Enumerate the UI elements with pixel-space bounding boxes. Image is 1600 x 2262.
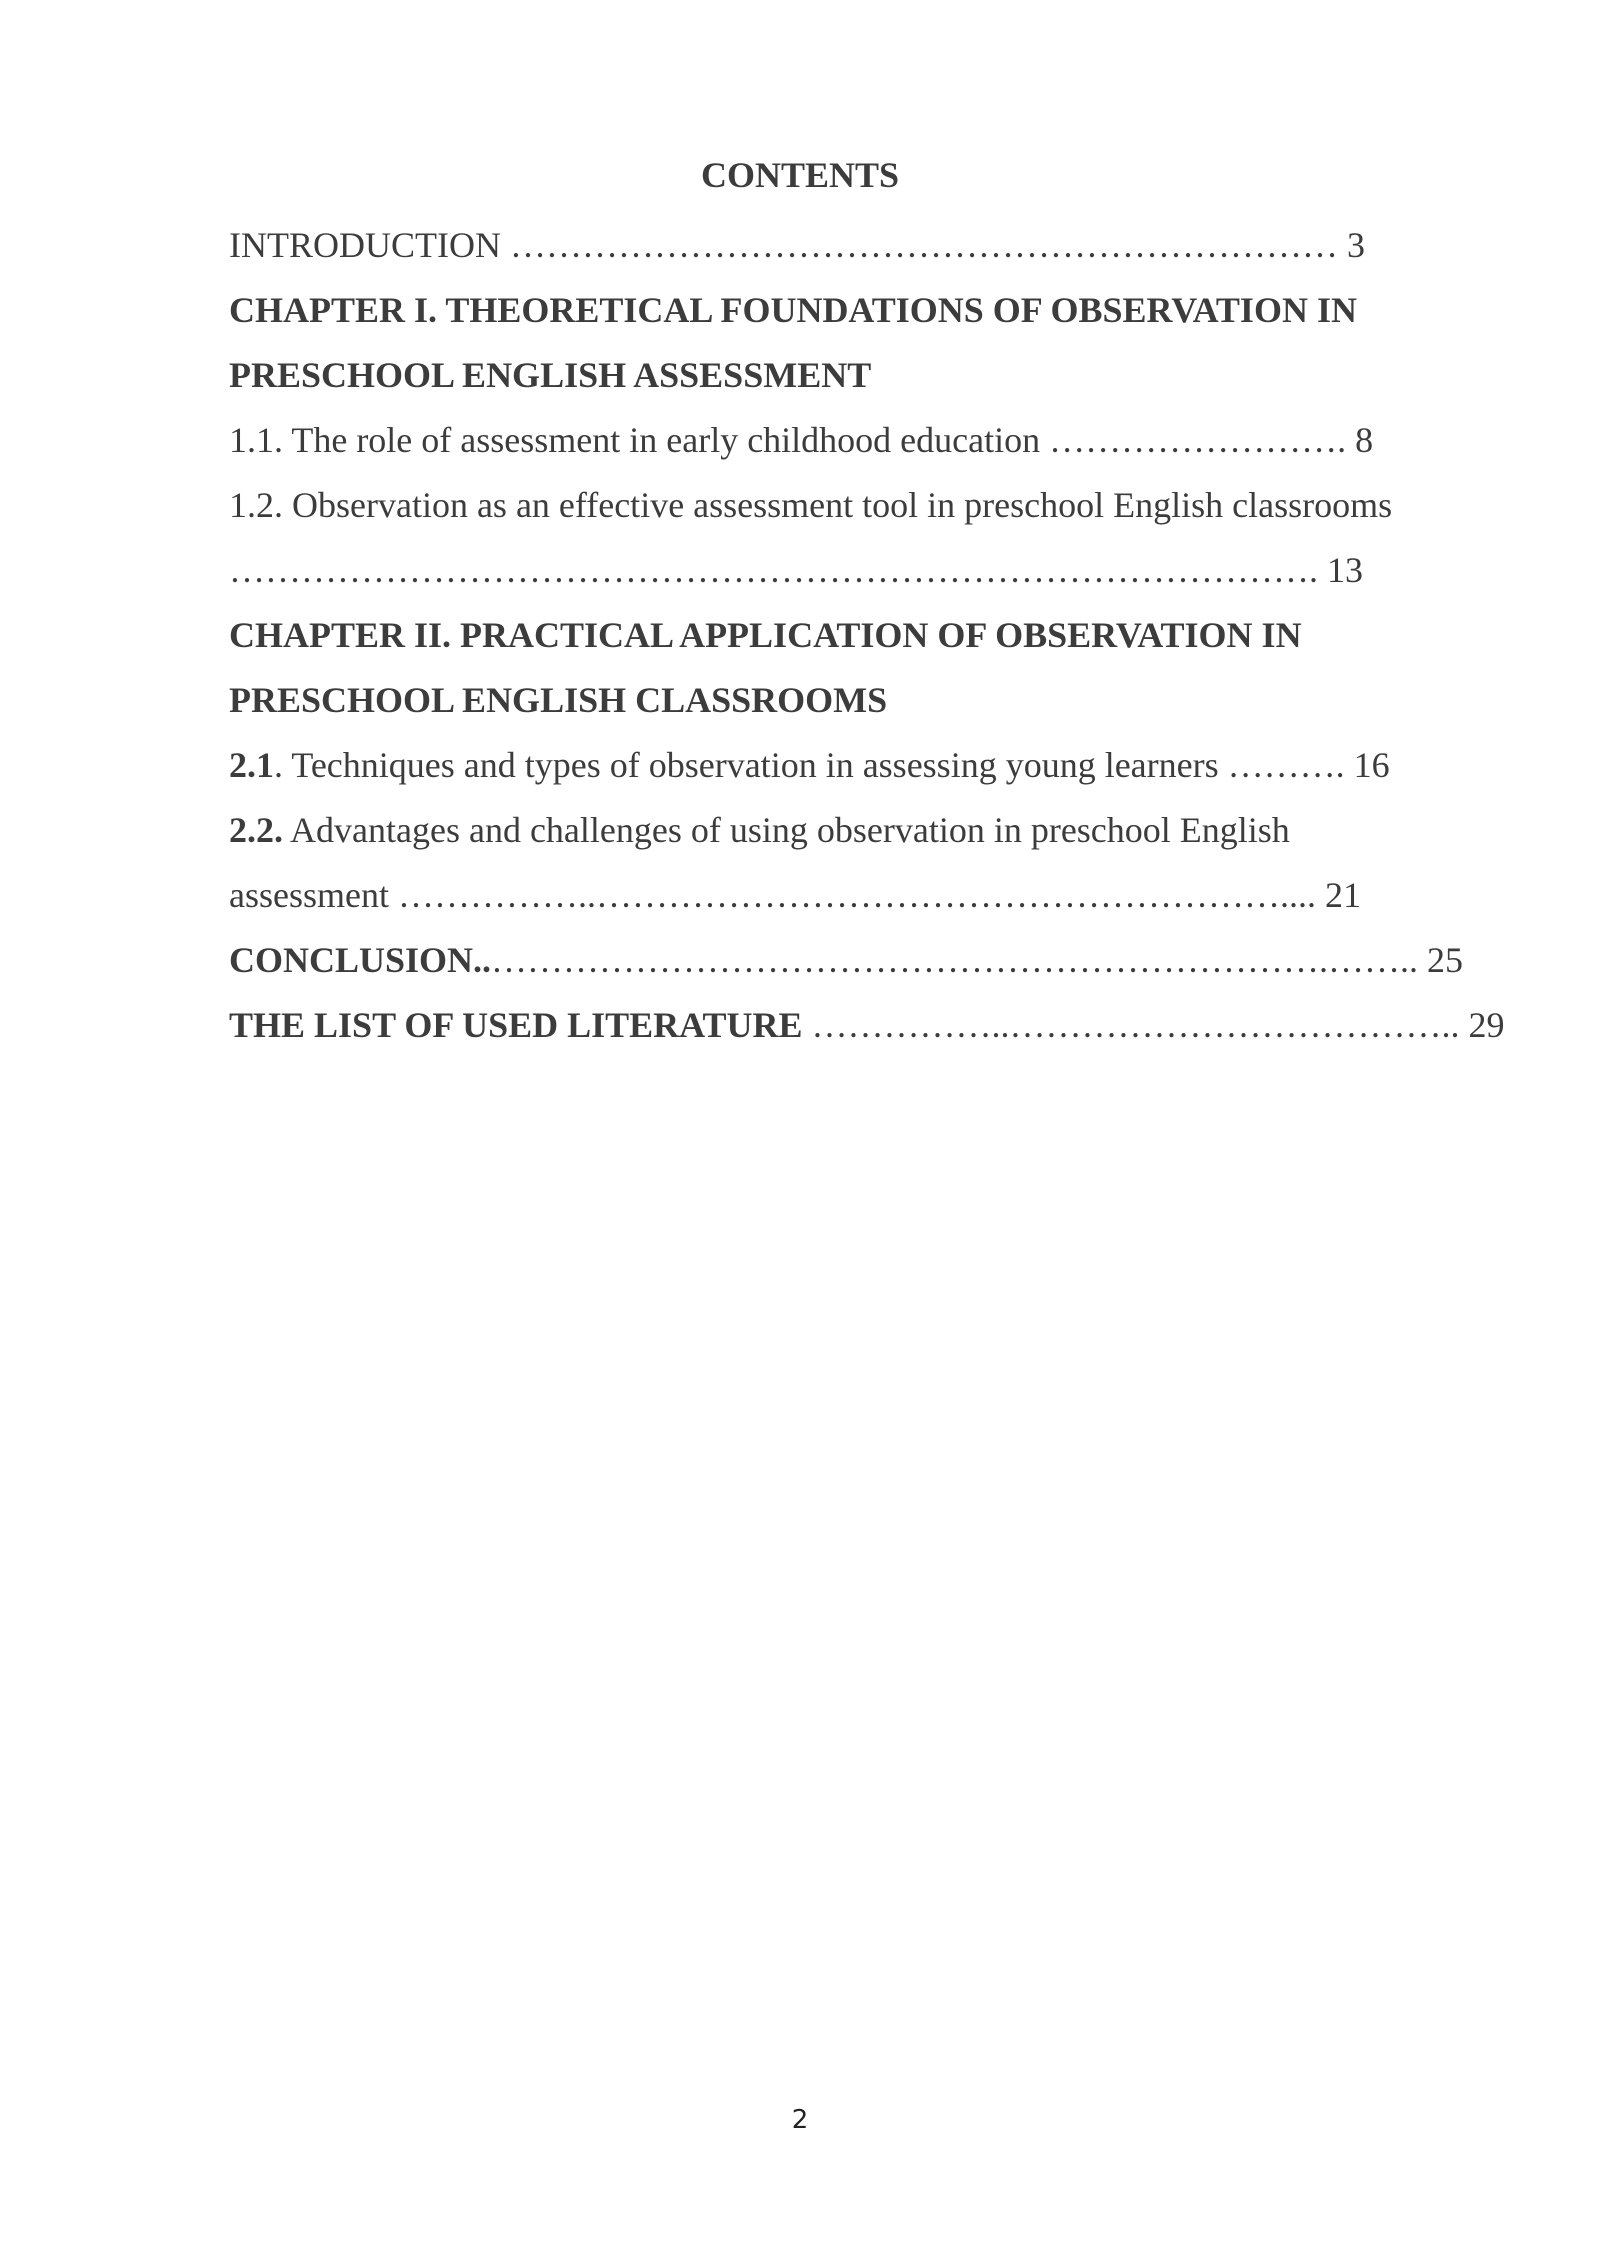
toc-text: . Techniques and types of observation in assessing young learners ………. 16 bbox=[274, 745, 1390, 785]
toc-text: 1.2. Observation as an effective assessment tool in preschool English classrooms bbox=[229, 485, 1393, 525]
page-title: CONTENTS bbox=[700, 155, 900, 195]
toc-text: CHAPTER II. PRACTICAL APPLICATION OF OBSERVATION IN bbox=[229, 615, 1302, 655]
toc-text: PRESCHOOL ENGLISH ASSESSMENT bbox=[229, 355, 872, 395]
table-of-contents bbox=[229, 213, 1529, 1058]
toc-entry-conclusion bbox=[229, 928, 1529, 993]
toc-entry-section-1-2-line-1 bbox=[229, 473, 1529, 538]
toc-entry-chapter-2-title-line-2 bbox=[229, 668, 1529, 733]
toc-text: INTRODUCTION …………………………………………………………… 3 bbox=[229, 225, 1365, 265]
toc-text: assessment ……………..………………………………………………….... 21 bbox=[229, 875, 1361, 915]
toc-section-number: 2.2. bbox=[229, 810, 283, 850]
toc-entry-section-2-2-line-1 bbox=[229, 798, 1529, 863]
toc-entry-chapter-2-title-line-1 bbox=[229, 603, 1529, 668]
toc-entry-literature bbox=[229, 993, 1529, 1058]
toc-section-number: 2.1 bbox=[229, 745, 274, 785]
toc-heading: CONCLUSION.. bbox=[229, 940, 492, 980]
toc-entry-chapter-1-title-line-1 bbox=[229, 278, 1529, 343]
toc-text: ……………..……………………………….. 29 bbox=[802, 1005, 1505, 1045]
toc-entry-introduction bbox=[229, 213, 1529, 278]
toc-text: …………………………………………………………….…….. 25 bbox=[491, 940, 1464, 980]
toc-text: PRESCHOOL ENGLISH CLASSROOMS bbox=[229, 680, 888, 720]
toc-entry-section-1-1 bbox=[229, 408, 1529, 473]
toc-entry-section-2-2-line-2 bbox=[229, 863, 1529, 928]
toc-text: ………………………………………………………………………………. 13 bbox=[229, 550, 1363, 590]
toc-entry-chapter-1-title-line-2 bbox=[229, 343, 1529, 408]
toc-entry-section-1-2-line-2 bbox=[229, 538, 1529, 603]
toc-text: Advantages and challenges of using observation in preschool English bbox=[283, 810, 1290, 850]
toc-heading: THE LIST OF USED LITERATURE bbox=[229, 1005, 803, 1045]
toc-text: CHAPTER I. THEORETICAL FOUNDATIONS OF OBSERVATION IN bbox=[229, 290, 1357, 330]
toc-entry-section-2-1 bbox=[229, 733, 1529, 798]
toc-text: 1.1. The role of assessment in early childhood education ……………………. 8 bbox=[229, 420, 1374, 460]
page-number: 2 bbox=[791, 2105, 809, 2135]
